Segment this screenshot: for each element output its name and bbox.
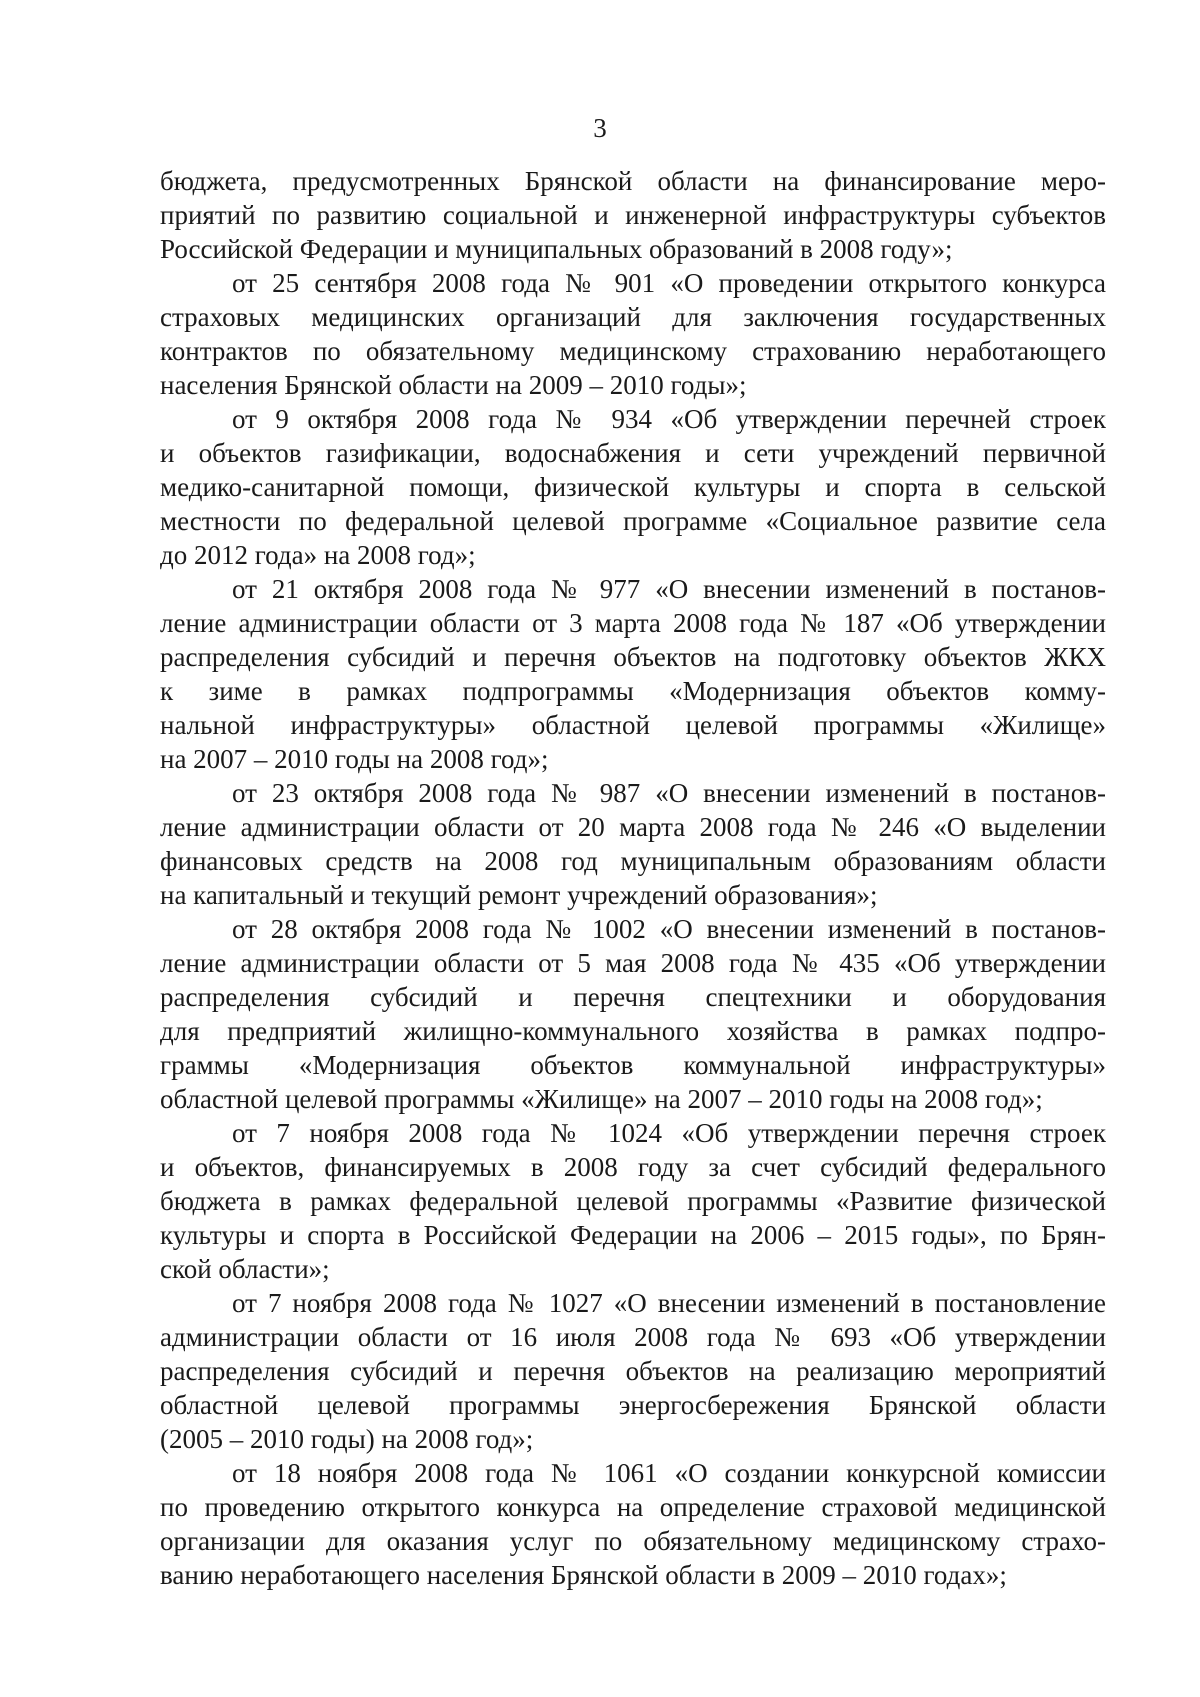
text-line: бюджета в рамках федеральной целевой программы «Развитие физической [160, 1186, 1106, 1216]
text-line: (2005 – 2010 годы) на 2008 год»; [160, 1424, 534, 1454]
text-line: от 7 ноября 2008 года № 1027 «О внесении изменений в постановление [232, 1288, 1106, 1318]
text-line: и объектов газификации, водоснабжения и сети учреждений первичной [160, 438, 1106, 468]
text-line: ление администрации области от 3 марта 2008 года № 187 «Об утверждении [160, 608, 1106, 638]
text-line: до 2012 года» на 2008 год»; [160, 540, 476, 570]
text-line: медико-санитарной помощи, физической культуры и спорта в сельской [160, 472, 1106, 502]
text-line: ской области»; [160, 1254, 330, 1284]
text-line: на капитальный и текущий ремонт учреждений образования»; [160, 880, 878, 910]
text-line: нальной инфраструктуры» областной целевой программы «Жилище» [160, 710, 1106, 740]
text-line: от 25 сентября 2008 года № 901 «О проведении открытого конкурса [232, 268, 1106, 298]
text-line: контрактов по обязательному медицинскому страхованию неработающего [160, 336, 1106, 366]
text-line: граммы «Модернизация объектов коммунальной инфраструктуры» [160, 1050, 1106, 1080]
text-line: населения Брянской области на 2009 – 2010 годы»; [160, 370, 747, 400]
text-line: бюджета, предусмотренных Брянской области на финансирование меро- [160, 166, 1106, 196]
text-line: распределения субсидий и перечня объектов на подготовку объектов ЖКХ [160, 642, 1106, 672]
text-line: от 28 октября 2008 года № 1002 «О внесении изменений в постанов- [232, 914, 1106, 944]
text-line: от 21 октября 2008 года № 977 «О внесении изменений в постанов- [232, 574, 1106, 604]
text-line: по проведению открытого конкурса на определение страховой медицинской [160, 1492, 1106, 1522]
text-line: организации для оказания услуг по обязательному медицинскому страхо- [160, 1526, 1106, 1556]
text-line: распределения субсидий и перечня объектов на реализацию мероприятий [160, 1356, 1106, 1386]
text-line: ванию неработающего населения Брянской области в 2009 – 2010 годах»; [160, 1560, 1007, 1590]
page-number: 3 [593, 113, 607, 143]
text-line: Российской Федерации и муниципальных образований в 2008 году»; [160, 234, 953, 264]
text-line: страховых медицинских организаций для заключения государственных [160, 302, 1106, 332]
document-body [160, 164, 1106, 1592]
text-line: от 9 октября 2008 года № 934 «Об утверждении перечней строек [232, 404, 1106, 434]
text-line: для предприятий жилищно-коммунального хозяйства в рамках подпро- [160, 1016, 1106, 1046]
text-line: ление администрации области от 20 марта 2008 года № 246 «О выделении [160, 812, 1106, 842]
text-line: областной целевой программы «Жилище» на 2007 – 2010 годы на 2008 год»; [160, 1084, 1043, 1114]
text-line: финансовых средств на 2008 год муниципальным образованиям области [160, 846, 1106, 876]
text-line: от 7 ноября 2008 года № 1024 «Об утверждении перечня строек [232, 1118, 1106, 1148]
text-line: администрации области от 16 июля 2008 года № 693 «Об утверждении [160, 1322, 1106, 1352]
text-line: на 2007 – 2010 годы на 2008 год»; [160, 744, 549, 774]
text-line: местности по федеральной целевой программе «Социальное развитие села [160, 506, 1106, 536]
text-line: приятий по развитию социальной и инженерной инфраструктуры субъектов [160, 200, 1106, 230]
text-line: распределения субсидий и перечня спецтехники и оборудования [160, 982, 1106, 1012]
text-line: и объектов, финансируемых в 2008 году за счет субсидий федерального [160, 1152, 1106, 1182]
text-line: к зиме в рамках подпрограммы «Модернизация объектов комму- [160, 676, 1106, 706]
text-line: культуры и спорта в Российской Федерации на 2006 – 2015 годы», по Брян- [160, 1220, 1106, 1250]
text-line: ление администрации области от 5 мая 2008 года № 435 «Об утверждении [160, 948, 1106, 978]
text-line: областной целевой программы энергосбережения Брянской области [160, 1390, 1106, 1420]
text-line: от 18 ноября 2008 года № 1061 «О создании конкурсной комиссии [232, 1458, 1106, 1488]
text-line: от 23 октября 2008 года № 987 «О внесении изменений в постанов- [232, 778, 1106, 808]
